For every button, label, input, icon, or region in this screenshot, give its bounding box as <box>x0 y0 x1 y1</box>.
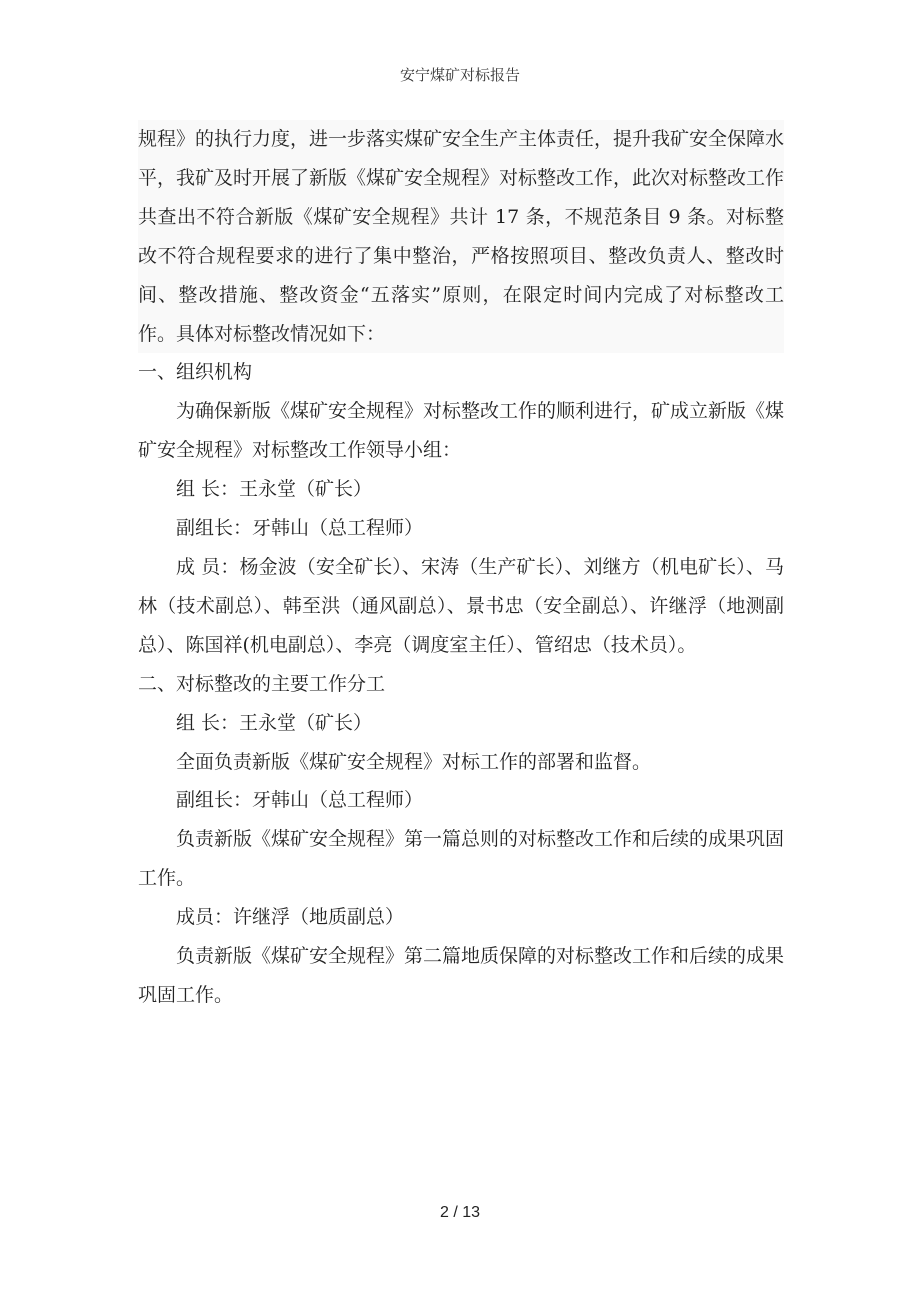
page-header: 安宁煤矿对标报告 <box>399 66 520 84</box>
deputy-leader-line: 副组长：牙韩山（总工程师） <box>176 517 424 540</box>
page-number: 2 / 13 <box>439 1204 481 1221</box>
leader-duty-paragraph: 全面负责新版《煤矿安全规程》对标工作的部署和监督。 <box>176 750 652 773</box>
section-heading-division: 二、对标整改的主要工作分工 <box>138 672 386 695</box>
document-body <box>138 120 784 1015</box>
deputy-duty-paragraph: 负责新版《煤矿安全规程》第一篇总则的对标整改工作和后续的成果巩固工作。 <box>138 828 785 890</box>
division-member-line: 成员：许继浮（地质副总） <box>176 906 405 929</box>
team-leader-line: 组 长：王永堂（矿长） <box>176 478 373 501</box>
intro-paragraph: 规程》的执行力度，进一步落实煤矿安全生产主体责任，提升我矿安全保障水平，我矿及时开展了新版《煤矿安全规程》对标整改工作，此次对标整改工作共查出不符合新版《煤矿安全规程》共计 17 条，不规范条目 9 条。对标整改不符合规程要求的进行了集中整治，严格按照项目、整改负责人、整改时间、整改措施、整改资金“五落实”原则，在限定时间内完成了对标整改工作。具体对标整改情况如下： <box>138 120 784 353</box>
section-heading-organization: 一、组织机构 <box>138 361 253 384</box>
division-deputy-line: 副组长：牙韩山（总工程师） <box>176 789 424 812</box>
member-duty-paragraph: 负责新版《煤矿安全规程》第二篇地质保障的对标整改工作和后续的成果巩固工作。 <box>138 945 785 1006</box>
organization-paragraph: 为确保新版《煤矿安全规程》对标整改工作的顺利进行，矿成立新版《煤矿安全规程》对标整改工作领导小组： <box>138 400 785 462</box>
division-leader-line: 组 长：王永堂（矿长） <box>176 711 373 734</box>
members-paragraph: 成 员：杨金波（安全矿长）、宋涛（生产矿长）、刘继方（机电矿长）、马林（技术副总）、韩至洪（通风副总）、景书忠（安全副总）、许继浮（地测副总）、陈国祥(机电副总）、李亮（调度室主任）、管绍忠（技术员）。 <box>138 555 784 656</box>
